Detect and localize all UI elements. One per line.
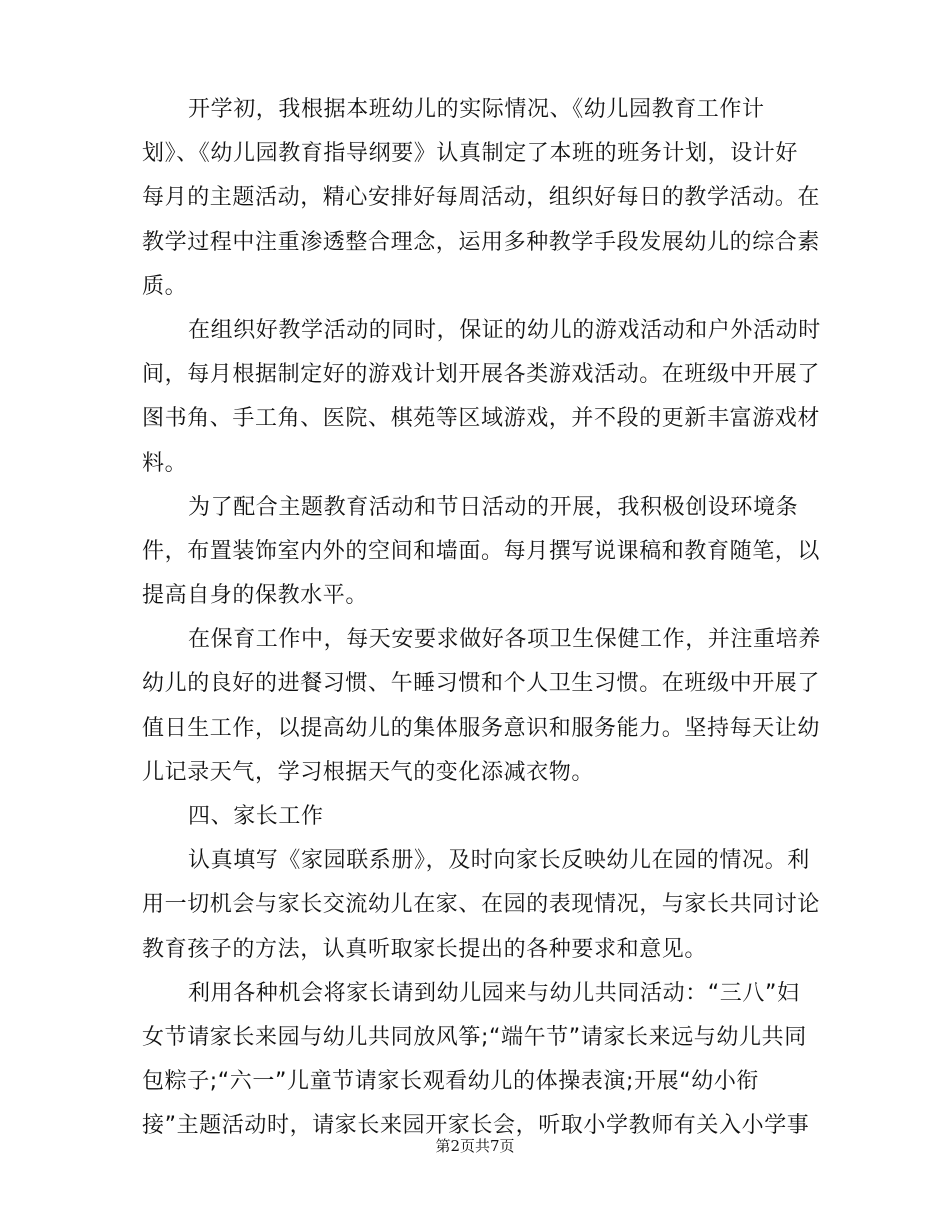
text-line: 开学初，我根据本班幼儿的实际情况、《幼儿园教育工作计 <box>188 97 765 122</box>
text-line: 女节请家长来园与幼儿共同放风筝;“端午节”请家长来远与幼儿共同 <box>142 1024 807 1050</box>
text-line: 件，布置装饰室内外的空间和墙面。每月撰写说课稿和教育随笔，以 <box>142 538 821 564</box>
text-line: 利用各种机会将家长请到幼儿园来与幼儿共同活动：“三八”妇 <box>188 980 800 1006</box>
text-line: 提高自身的保教水平。 <box>142 583 369 609</box>
text-line: 包粽子;“六一”儿童节请家长观看幼儿的体操表演;开展“幼小衔 <box>142 1069 760 1095</box>
page-number: 第2页共7页 <box>435 1137 515 1155</box>
text-line: 图书角、手工角、医院、棋苑等区域游戏，并不段的更新丰富游戏材 <box>142 406 821 432</box>
text-line: 划》、《幼儿园教育指导纲要》认真制定了本班的班务计划，设计好 <box>142 141 799 167</box>
text-line: 教学过程中注重渗透整合理念，运用多种教学手段发展幼儿的综合素 <box>142 229 821 255</box>
text-line: 值日生工作，以提高幼儿的集体服务意识和服务能力。坚持每天让幼 <box>142 715 821 741</box>
text-line: 幼儿的良好的进餐习惯、午睡习惯和个人卫生习惯。在班级中开展了 <box>142 671 821 697</box>
text-line: 用一切机会与家长交流幼儿在家、在园的表现情况，与家长共同讨论 <box>142 892 821 918</box>
text-line: 儿记录天气，学习根据天气的变化添减衣物。 <box>142 759 595 785</box>
text-line: 教育孩子的方法，认真听取家长提出的各种要求和意见。 <box>142 936 708 962</box>
text-line: 间，每月根据制定好的游戏计划开展各类游戏活动。在班级中开展了 <box>142 362 821 388</box>
text-line: 每月的主题活动，精心安排好每周活动，组织好每日的教学活动。在 <box>142 185 821 211</box>
text-line: 质。 <box>142 273 188 299</box>
document-body <box>142 88 821 1149</box>
text-line: 在保育工作中，每天安要求做好各项卫生保健工作，并注重培养 <box>188 627 821 653</box>
text-line: 认真填写《家园联系册》，及时向家长反映幼儿在园的情况。利 <box>188 848 810 874</box>
text-line: 料。 <box>142 450 188 476</box>
text-line: 在组织好教学活动的同时，保证的幼儿的游戏活动和户外活动时 <box>188 317 821 343</box>
text-line: 为了配合主题教育活动和节日活动的开展，我积极创设环境条 <box>188 494 799 520</box>
text-line: 接”主题活动时，请家长来园开家长会，听取小学教师有关入小学事 <box>142 1113 810 1139</box>
section-heading: 四、家长工作 <box>188 804 324 829</box>
